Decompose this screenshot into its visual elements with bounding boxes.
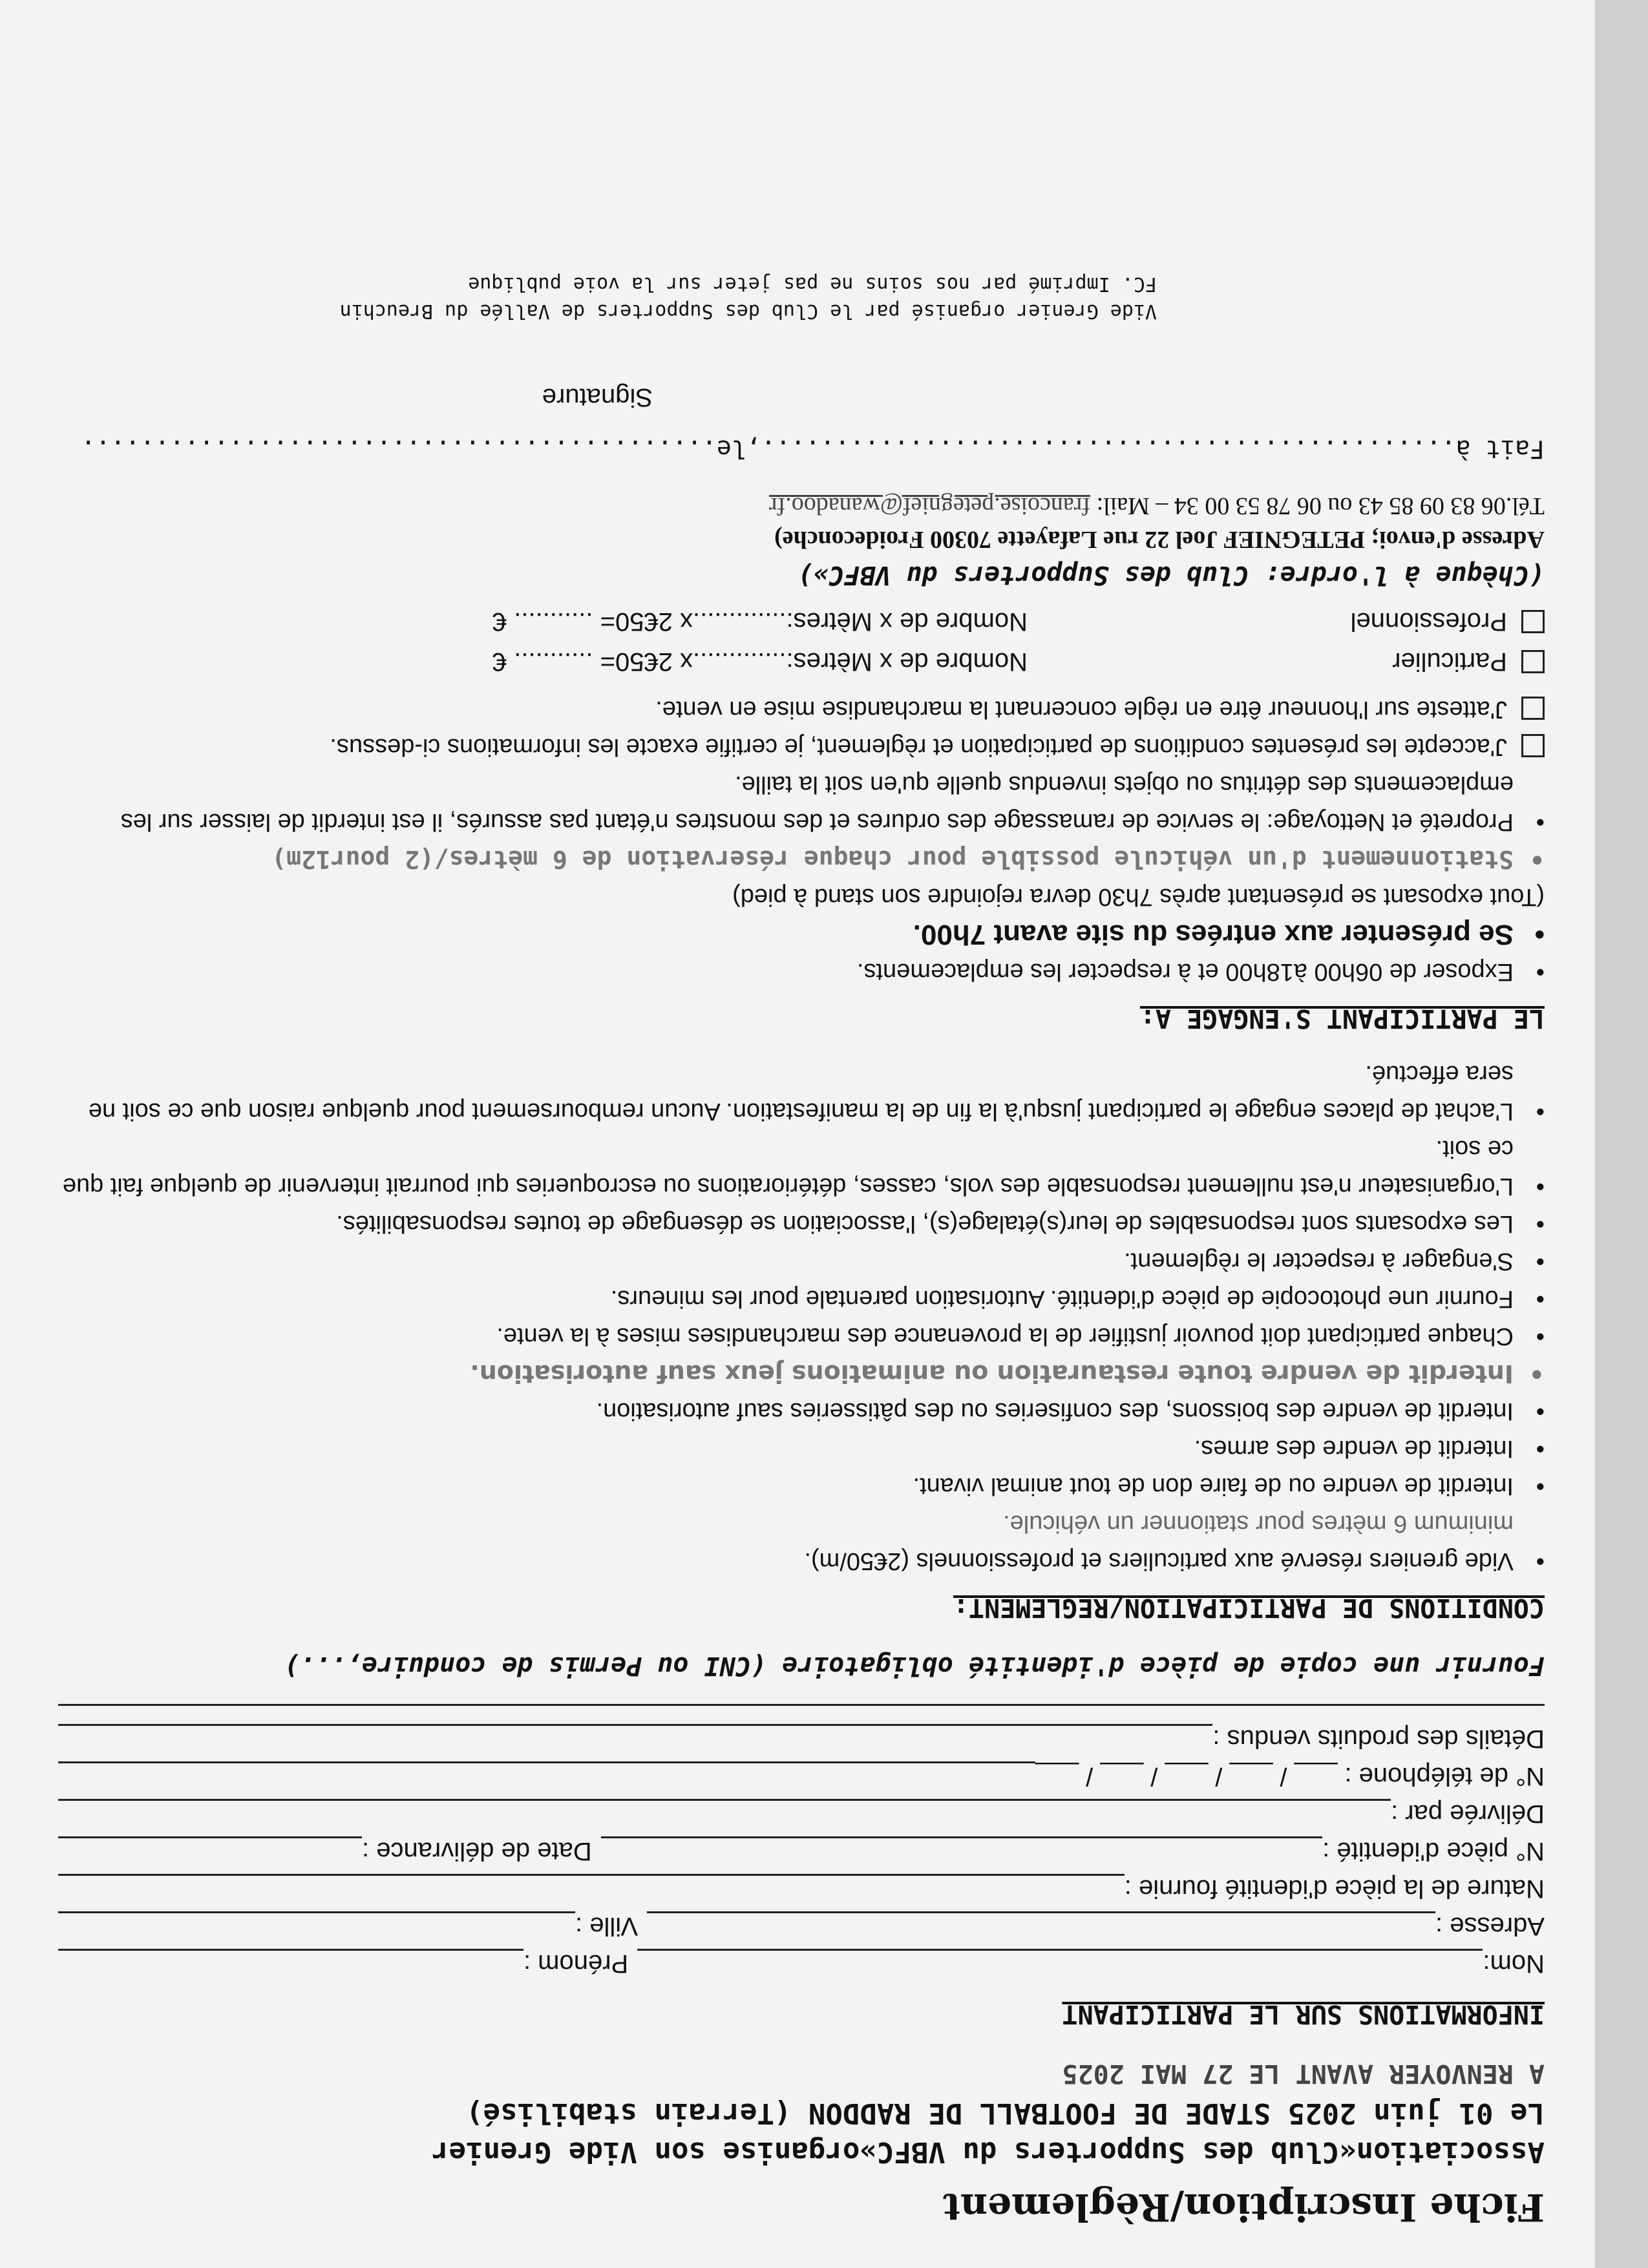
conditions-title: CONDITIONS DE PARTICIPATION/REGLEMENT: [953,1593,1545,1622]
participant-info-title: INFORMATIONS SUR LE PARTICIPANT [1062,1999,1545,2029]
attest-checkbox[interactable] [1521,697,1545,720]
name-row [58,1949,1545,1986]
accept-label: J'accepte les présentes conditions de participation et règlement, je certifie exacte les informations ci-dessus. [330,733,1507,761]
condition-item: • Les exposants sont responsables de leur(s)étalage(s), l'association se désengage de toutes responsabilités. [58,1205,1545,1243]
engage-title: LE PARTICIPANT S'ENGAGE A: [1139,1003,1545,1033]
prenom-label: Prénom : [523,1949,629,1978]
delivree-field[interactable] [58,1799,1391,1827]
condition-item: • Interdit de vendre toute restauration ou animations jeux sauf autorisation. [58,1355,1545,1392]
telephone-label: N° de téléphone : ___ / ___ / ___ / ___ / ___ [1035,1762,1545,1790]
accept-row [58,728,1545,766]
ville-label: Ville : [575,1912,639,1940]
delivree-label: Délivrée par : [1391,1800,1545,1828]
nom-label: Nom: [1483,1949,1545,1978]
footer-note: Vide Grenier organisé par le Club des Supporters de Vallée du Breuchin FC. Imprimé par nos soins ne pas jeter sur la voie publique [339,273,1157,322]
phone-row [58,1761,1545,1799]
professionnel-checkbox[interactable] [1521,610,1545,633]
issued-by-row [58,1799,1545,1836]
date-delivrance-field[interactable] [58,1836,362,1864]
adresse-label: Adresse : [1435,1912,1545,1940]
condition-item: • L'achat de places engage le participant jusqu'à la fin de la manifestation. Aucun remboursement pour quelque raison que ce soit ne sera effectué. [58,1055,1545,1130]
place-date-line: Fait à...............................................,le........................................... [81,435,1545,463]
phone-text: Tél.06 83 09 85 43 ou 06 78 53 00 34 – Mail: [1096,492,1545,520]
professionnel-calc: Nombre de x Mètres:.............x 2€50= ........... € [492,607,1028,636]
attest-label: J'atteste sur l'honneur être en règle concernant la marchandise mise en vente. [655,696,1507,723]
id-nature-row [58,1874,1545,1911]
professionnel-row [58,602,1545,642]
engage-item: • Exposer de 06h00 à18h00 et à respecter les emplacements. [58,953,1545,991]
contact-line [58,489,1545,523]
details-label: Détails des produits vendus : [1212,1725,1545,1753]
particulier-calc: Nombre de x Mètres:.............x 2€50= ........... € [492,647,1028,676]
prenom-field[interactable] [58,1949,523,1977]
condition-item: • Interdit de vendre des armes. [58,1430,1545,1467]
particulier-row [58,642,1545,682]
attest-row [58,691,1545,728]
adresse-field[interactable] [647,1911,1435,1939]
engage-item: • Se présenter aux entrées du site avant 7h00. [58,916,1545,953]
condition-note: minimum 6 mètres pour stationner un véhicule. [1003,1510,1514,1537]
condition-item: • Interdit de vendre des boissons, des confiseries ou des pâtisseries sauf autorisation. [58,1392,1545,1430]
accept-checkbox[interactable] [1521,734,1545,757]
address-row [58,1911,1545,1949]
engage-item: • Stationnement d'un véhicule possible pour chaque réservation de 6 mètres/(2 pour12m) [58,841,1545,878]
engage-note: (Tout exposant se présentant après 7h30 devra rejoindre son stand à pied) [732,883,1545,910]
engage-item: • Propreté et Nettoyage: le service de ramassage des ordures et des monstres n'étant pas assurés, il est interdit de laisser sur les emplacements des détritus ou objets invendus quelle qu'en soit la taille. [58,766,1545,841]
particulier-label: Particulier [1392,647,1507,676]
engage-list [58,766,1545,991]
signature-label: Signature [542,383,653,412]
ville-field[interactable] [58,1911,575,1939]
id-number-row [58,1836,1545,1874]
nature-label: Nature de la pièce d'identité fournie : [1124,1874,1545,1903]
particulier-checkbox[interactable] [1521,650,1545,673]
details-field[interactable] [58,1724,1212,1752]
nom-field[interactable] [637,1949,1483,1977]
cheque-note: (Chèque à l'ordre: Club des Supporters du VBFC») [798,560,1545,590]
date-delivrance-label: Date de délivrance : [362,1837,592,1865]
condition-item: • Interdit de vendre ou de faire don de tout animal vivant. [58,1467,1545,1505]
id-copy-note: Fournir une copie de pièce d'identité obligatoire (CNI ou Permis de conduire,...) [58,1651,1545,1706]
condition-item: • Fournir une photocopie de pièce d'identité. Autorisation parentale pour les mineurs. [58,1280,1545,1318]
condition-item: • L'organisateur n'est nullement responsable des vols, casses, détériorations ou escroqueries qui pourrait intervenir de quelque fait que ce soit. [58,1130,1545,1205]
piece-label: N° pièce d'identité : [1322,1837,1545,1865]
condition-item: • Vide greniers réservé aux particuliers et professionnels (2€50/m). [58,1542,1545,1580]
piece-field[interactable] [601,1836,1322,1864]
telephone-field[interactable] [58,1761,1035,1789]
nature-field[interactable] [58,1874,1125,1902]
products-row [58,1724,1545,1761]
event-date-location: Le 01 juin 2025 STADE DE FOOTBALL DE RADDON (Terrain stabilisé) [466,2097,1545,2130]
form-title: Fiche Inscription/Règlement [943,2185,1545,2229]
mailing-address: Adresse d'envoi; PETEGNIEF Joel 22 rue Lafayette 70300 Froideconche) [774,526,1545,553]
event-organizer: Association«Club des Supporters du VBFC»organise son Vide Grenier [432,2136,1545,2168]
email-link[interactable]: francoise.petegnief@wanadoo.fr [768,492,1091,520]
condition-item: • S'engager à respecter le règlement. [58,1243,1545,1280]
professionnel-label: Professionnel [1350,607,1507,636]
conditions-list [58,1055,1545,1580]
return-deadline: A RENVOYER AVANT LE 27 MAI 2025 [1062,2059,1545,2088]
condition-item: • Chaque participant doit pouvoir justifier de la provenance des marchandises mises à la vente. [58,1318,1545,1355]
